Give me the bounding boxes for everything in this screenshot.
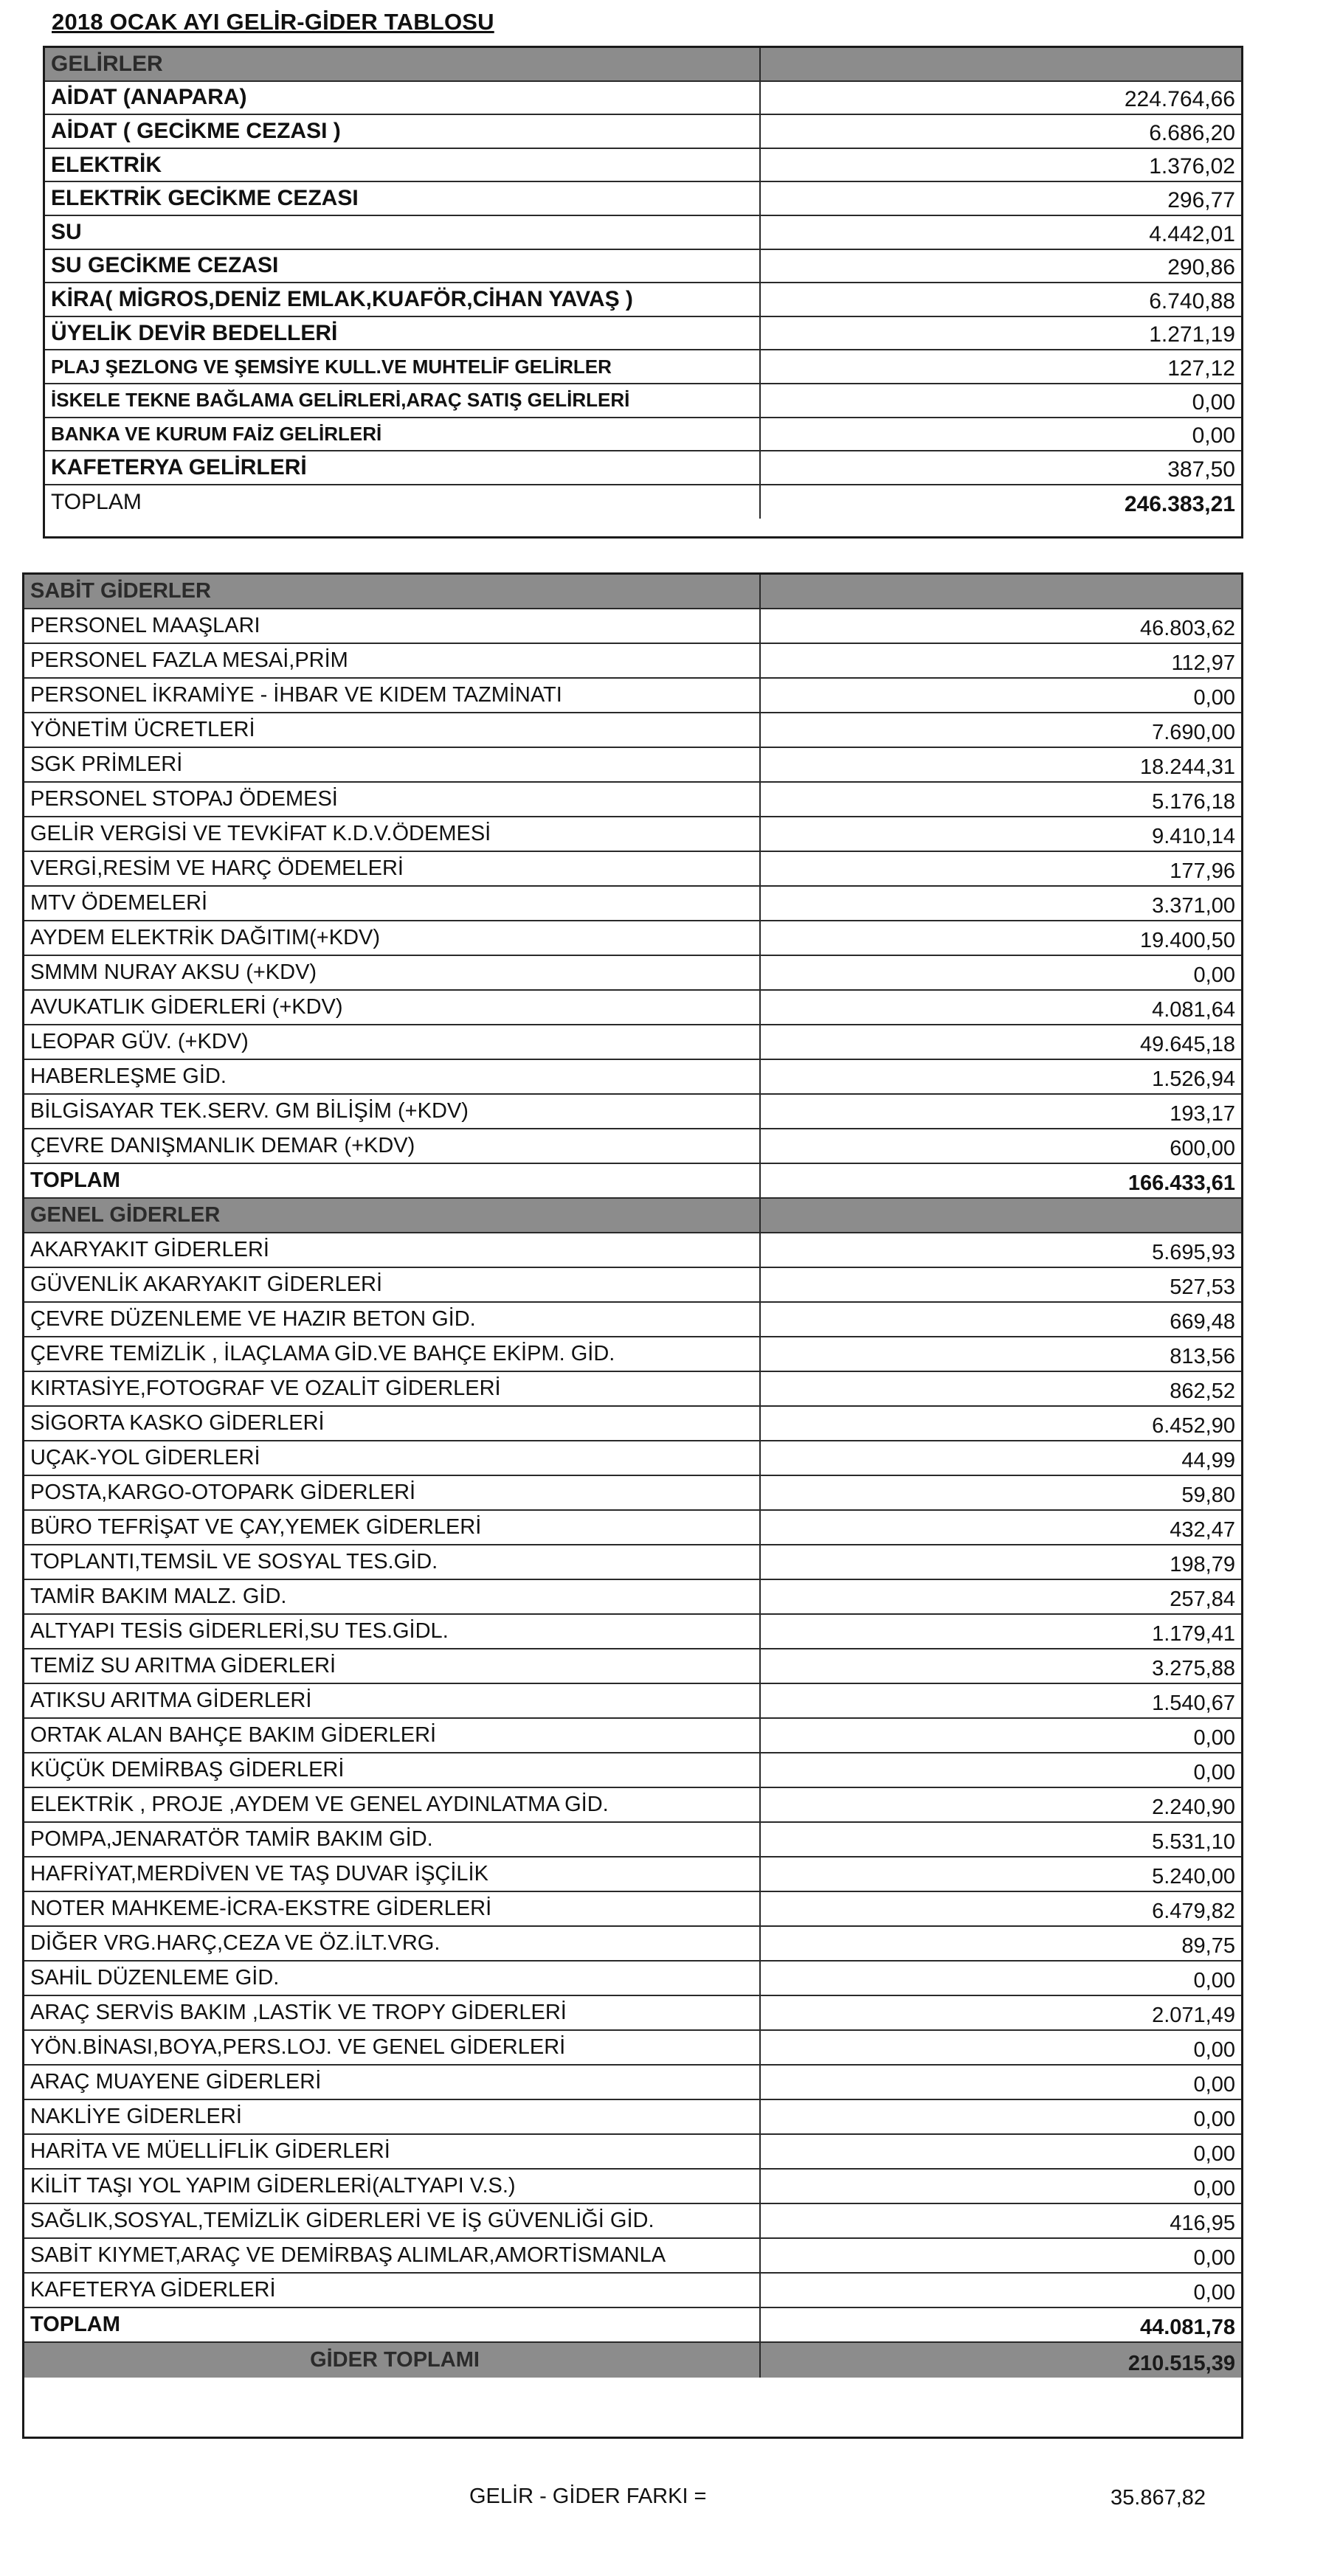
general-expense-item-row xyxy=(24,1337,1241,1372)
fixed-expense-total-value: 166.433,61 xyxy=(1127,1171,1235,1195)
fixed-expense-item-row xyxy=(24,1095,1241,1129)
general-expense-item-row xyxy=(24,1511,1241,1545)
fixed-expense-item-row xyxy=(24,609,1241,644)
general-expense-item-row xyxy=(24,1857,1241,1892)
general-expense-item-label: HARİTA VE MÜELLİFLİK GİDERLERİ xyxy=(24,2135,761,2168)
general-expense-item-label: ELEKTRİK , PROJE ,AYDEM VE GENEL AYDINLATMA GİD. xyxy=(24,1788,761,1821)
general-expense-header: GENEL GİDERLER xyxy=(24,1199,761,1232)
document-title: 2018 OCAK AYI GELİR-GİDER TABLOSU xyxy=(52,9,494,35)
fixed-expense-item-label: SGK PRİMLERİ xyxy=(24,748,761,781)
income-item-row xyxy=(45,384,1241,418)
general-expense-item-label: YÖN.BİNASI,BOYA,PERS.LOJ. VE GENEL GİDERLERİ xyxy=(24,2031,761,2064)
income-item-label: ELEKTRİK xyxy=(45,149,761,181)
income-total-label: TOPLAM xyxy=(45,485,761,519)
fixed-expense-item-value: 19.400,50 xyxy=(1139,929,1235,952)
income-item-value: 224.764,66 xyxy=(1124,87,1235,112)
income-header-value-cell xyxy=(761,48,1241,80)
income-item-row xyxy=(45,115,1241,149)
fixed-expense-item-row xyxy=(24,748,1241,783)
income-item-label: AİDAT (ANAPARA) xyxy=(45,82,761,114)
general-expense-item-value: 1.540,67 xyxy=(1152,1692,1235,1715)
general-expense-item-row xyxy=(24,2135,1241,2170)
income-total-value: 246.383,21 xyxy=(1124,492,1235,517)
general-expense-item-value: 1.179,41 xyxy=(1152,1622,1235,1646)
general-expense-item-label: TAMİR BAKIM MALZ. GİD. xyxy=(24,1580,761,1613)
fixed-expense-item-row xyxy=(24,887,1241,921)
general-expense-item-label: ÇEVRE TEMİZLİK , İLAÇLAMA GİD.VE BAHÇE EKİPM. GİD. xyxy=(24,1337,761,1371)
general-expense-item-row xyxy=(24,1580,1241,1615)
income-item-value: 6.686,20 xyxy=(1149,120,1235,145)
income-item-label: ELEKTRİK GECİKME CEZASI xyxy=(45,182,761,215)
general-expense-item-value: 257,84 xyxy=(1170,1588,1235,1611)
general-expense-item-value: 3.275,88 xyxy=(1152,1657,1235,1680)
income-item-row xyxy=(45,149,1241,183)
general-expense-item-label: KÜÇÜK DEMİRBAŞ GİDERLERİ xyxy=(24,1753,761,1787)
general-expense-item-row xyxy=(24,1545,1241,1580)
general-expense-item-value: 0,00 xyxy=(1193,2177,1235,2201)
fixed-expense-total-row xyxy=(24,1164,1241,1199)
general-expense-item-label: TEMİZ SU ARITMA GİDERLERİ xyxy=(24,1649,761,1683)
general-expense-total-value: 44.081,78 xyxy=(1139,2316,1235,2339)
general-expense-total-label: TOPLAM xyxy=(24,2308,761,2341)
general-expense-item-value: 813,56 xyxy=(1170,1345,1235,1368)
general-expense-item-label: GÜVENLİK AKARYAKIT GİDERLERİ xyxy=(24,1268,761,1301)
general-expense-item-row xyxy=(24,1268,1241,1303)
total-expense-row xyxy=(24,2343,1241,2378)
fixed-expense-item-value: 112,97 xyxy=(1171,651,1235,675)
fixed-expense-header-value-cell xyxy=(761,575,1241,608)
income-item-row xyxy=(45,283,1241,317)
fixed-expense-item-row xyxy=(24,1129,1241,1164)
general-expense-item-value: 6.452,90 xyxy=(1152,1414,1235,1438)
fixed-expense-item-value: 0,00 xyxy=(1193,963,1235,987)
fixed-expense-item-row xyxy=(24,644,1241,679)
income-total-row xyxy=(45,485,1241,519)
general-expense-item-value: 0,00 xyxy=(1193,1969,1235,1992)
general-expense-item-value: 0,00 xyxy=(1193,1726,1235,1750)
general-expense-item-label: ATIKSU ARITMA GİDERLERİ xyxy=(24,1684,761,1717)
fixed-expense-item-label: SMMM NURAY AKSU (+KDV) xyxy=(24,956,761,989)
general-expense-item-label: ARAÇ MUAYENE GİDERLERİ xyxy=(24,2066,761,2099)
general-expense-item-row xyxy=(24,1927,1241,1962)
general-expense-item-value: 0,00 xyxy=(1193,2108,1235,2131)
income-item-label: SU xyxy=(45,216,761,249)
general-expense-item-label: SAĞLIK,SOSYAL,TEMİZLİK GİDERLERİ VE İŞ GÜVENLİĞİ GİD. xyxy=(24,2204,761,2237)
income-item-label: KAFETERYA GELİRLERİ xyxy=(45,451,761,484)
income-item-label: PLAJ ŞEZLONG VE ŞEMSİYE KULL.VE MUHTELİF GELİRLER xyxy=(45,350,761,383)
income-item-value: 6.740,88 xyxy=(1149,288,1235,314)
fixed-expense-item-row xyxy=(24,713,1241,748)
general-expense-item-value: 2.240,90 xyxy=(1152,1796,1235,1819)
general-expense-item-label: ALTYAPI TESİS GİDERLERİ,SU TES.GİDL. xyxy=(24,1615,761,1648)
income-item-row xyxy=(45,216,1241,250)
general-expense-item-value: 862,52 xyxy=(1170,1379,1235,1403)
total-expense-label: GİDER TOPLAMI xyxy=(24,2343,761,2378)
general-expense-item-value: 0,00 xyxy=(1193,2246,1235,2270)
income-item-value: 1.376,02 xyxy=(1149,154,1235,179)
general-expense-item-row xyxy=(24,2031,1241,2066)
general-expense-item-value: 89,75 xyxy=(1181,1934,1235,1958)
fixed-expense-item-label: GELİR VERGİSİ VE TEVKİFAT K.D.V.ÖDEMESİ xyxy=(24,817,761,851)
income-expense-difference-label: GELİR - GİDER FARKI = xyxy=(469,2485,707,2508)
general-expense-item-label: SİGORTA KASKO GİDERLERİ xyxy=(24,1407,761,1440)
general-expense-item-row xyxy=(24,2239,1241,2274)
fixed-expense-item-value: 1.526,94 xyxy=(1152,1067,1235,1091)
general-expense-item-label: AKARYAKIT GİDERLERİ xyxy=(24,1233,761,1267)
general-expense-item-label: POMPA,JENARATÖR TAMİR BAKIM GİD. xyxy=(24,1823,761,1856)
general-expense-item-value: 2.071,49 xyxy=(1152,2004,1235,2027)
general-expense-item-row xyxy=(24,1407,1241,1441)
general-expense-item-row xyxy=(24,1892,1241,1927)
income-item-label: İSKELE TEKNE BAĞLAMA GELİRLERİ,ARAÇ SATIŞ GELİRLERİ xyxy=(45,384,761,417)
expense-table xyxy=(22,572,1243,2439)
fixed-expense-item-label: LEOPAR GÜV. (+KDV) xyxy=(24,1025,761,1059)
general-expense-item-label: NAKLİYE GİDERLERİ xyxy=(24,2100,761,2133)
fixed-expense-item-value: 177,96 xyxy=(1170,859,1235,883)
fixed-expense-item-row xyxy=(24,921,1241,956)
fixed-expense-item-value: 46.803,62 xyxy=(1139,617,1235,640)
income-item-label: AİDAT ( GECİKME CEZASI ) xyxy=(45,115,761,148)
general-expense-item-row xyxy=(24,2100,1241,2135)
fixed-expense-item-label: PERSONEL MAAŞLARI xyxy=(24,609,761,643)
income-item-label: ÜYELİK DEVİR BEDELLERİ xyxy=(45,317,761,350)
fixed-expense-item-label: PERSONEL STOPAJ ÖDEMESİ xyxy=(24,783,761,816)
general-expense-item-label: SAHİL DÜZENLEME GİD. xyxy=(24,1962,761,1995)
fixed-expense-item-label: PERSONEL FAZLA MESAİ,PRİM xyxy=(24,644,761,677)
income-item-value: 387,50 xyxy=(1167,457,1235,482)
fixed-expense-item-value: 18.244,31 xyxy=(1139,755,1235,779)
income-item-value: 296,77 xyxy=(1167,187,1235,212)
fixed-expense-item-value: 4.081,64 xyxy=(1152,998,1235,1022)
general-expense-item-row xyxy=(24,1372,1241,1407)
general-expense-item-label: SABİT KIYMET,ARAÇ VE DEMİRBAŞ ALIMLAR,AMORTİSMANLA xyxy=(24,2239,761,2272)
general-expense-item-value: 527,53 xyxy=(1170,1275,1235,1299)
general-expense-header-row xyxy=(24,1199,1241,1233)
income-item-value: 127,12 xyxy=(1167,356,1235,381)
general-expense-item-value: 416,95 xyxy=(1170,2212,1235,2235)
income-expense-difference-value: 35.867,82 xyxy=(1111,2486,1206,2510)
fixed-expense-item-label: BİLGİSAYAR TEK.SERV. GM BİLİŞİM (+KDV) xyxy=(24,1095,761,1128)
fixed-expense-item-label: ÇEVRE DANIŞMANLIK DEMAR (+KDV) xyxy=(24,1129,761,1163)
fixed-expense-item-row xyxy=(24,817,1241,852)
fixed-expense-item-row xyxy=(24,783,1241,817)
general-expense-item-row xyxy=(24,1996,1241,2031)
fixed-expense-item-row xyxy=(24,679,1241,713)
general-expense-item-row xyxy=(24,1649,1241,1684)
general-expense-item-row xyxy=(24,1441,1241,1476)
general-expense-item-value: 5.695,93 xyxy=(1152,1241,1235,1264)
fixed-expense-item-label: AVUKATLIK GİDERLERİ (+KDV) xyxy=(24,991,761,1024)
fixed-expense-item-value: 600,00 xyxy=(1170,1137,1235,1160)
general-expense-item-row xyxy=(24,1719,1241,1753)
general-expense-item-label: KIRTASİYE,FOTOGRAF VE OZALİT GİDERLERİ xyxy=(24,1372,761,1405)
general-expense-item-row xyxy=(24,1615,1241,1649)
general-expense-item-label: ÇEVRE DÜZENLEME VE HAZIR BETON GİD. xyxy=(24,1303,761,1336)
general-expense-item-value: 432,47 xyxy=(1170,1518,1235,1542)
general-expense-item-label: DİĞER VRG.HARÇ,CEZA VE ÖZ.İLT.VRG. xyxy=(24,1927,761,1960)
fixed-expense-item-label: PERSONEL İKRAMİYE - İHBAR VE KIDEM TAZMİNATI xyxy=(24,679,761,712)
general-expense-item-row xyxy=(24,2066,1241,2100)
income-item-value: 1.271,19 xyxy=(1149,322,1235,347)
income-table xyxy=(43,46,1243,539)
general-expense-item-row xyxy=(24,1684,1241,1719)
fixed-expense-item-value: 49.645,18 xyxy=(1139,1033,1235,1056)
fixed-expense-item-value: 3.371,00 xyxy=(1152,894,1235,918)
fixed-expense-item-value: 193,17 xyxy=(1170,1102,1235,1126)
general-expense-item-row xyxy=(24,1233,1241,1268)
fixed-expense-item-value: 7.690,00 xyxy=(1152,721,1235,744)
general-expense-header-value-cell xyxy=(761,1199,1241,1232)
general-expense-item-value: 59,80 xyxy=(1181,1483,1235,1507)
income-item-row xyxy=(45,350,1241,384)
fixed-expense-total-label: TOPLAM xyxy=(24,1164,761,1197)
general-expense-item-label: KİLİT TAŞI YOL YAPIM GİDERLERİ(ALTYAPI V.S.) xyxy=(24,2170,761,2203)
fixed-expense-item-label: YÖNETİM ÜCRETLERİ xyxy=(24,713,761,747)
general-expense-item-label: KAFETERYA GİDERLERİ xyxy=(24,2274,761,2307)
fixed-expense-item-row xyxy=(24,1060,1241,1095)
fixed-expense-item-row xyxy=(24,852,1241,887)
fixed-expense-item-value: 0,00 xyxy=(1193,686,1235,710)
general-expense-item-row xyxy=(24,1788,1241,1823)
general-expense-item-row xyxy=(24,2204,1241,2239)
general-expense-item-label: UÇAK-YOL GİDERLERİ xyxy=(24,1441,761,1475)
income-item-label: KİRA( MİGROS,DENİZ EMLAK,KUAFÖR,CİHAN YAVAŞ ) xyxy=(45,283,761,316)
income-item-value: 0,00 xyxy=(1192,423,1235,449)
fixed-expense-header: SABİT GİDERLER xyxy=(24,575,761,608)
fixed-expense-item-label: MTV ÖDEMELERİ xyxy=(24,887,761,920)
income-item-row xyxy=(45,418,1241,452)
general-expense-item-label: POSTA,KARGO-OTOPARK GİDERLERİ xyxy=(24,1476,761,1509)
general-expense-item-label: HAFRİYAT,MERDİVEN VE TAŞ DUVAR İŞÇİLİK xyxy=(24,1857,761,1891)
income-header-row xyxy=(45,48,1241,82)
income-item-value: 4.442,01 xyxy=(1149,221,1235,246)
general-expense-item-value: 6.479,82 xyxy=(1152,1900,1235,1923)
general-expense-item-value: 5.240,00 xyxy=(1152,1865,1235,1888)
general-expense-item-label: ORTAK ALAN BAHÇE BAKIM GİDERLERİ xyxy=(24,1719,761,1752)
general-expense-total-row xyxy=(24,2308,1241,2343)
general-expense-item-row xyxy=(24,1962,1241,1996)
general-expense-item-value: 5.531,10 xyxy=(1152,1830,1235,1854)
income-item-value: 290,86 xyxy=(1167,255,1235,280)
income-item-row xyxy=(45,317,1241,351)
general-expense-item-value: 44,99 xyxy=(1181,1449,1235,1472)
general-expense-item-label: ARAÇ SERVİS BAKIM ,LASTİK VE TROPY GİDERLERİ xyxy=(24,1996,761,2029)
fixed-expense-item-label: AYDEM ELEKTRİK DAĞITIM(+KDV) xyxy=(24,921,761,955)
general-expense-item-value: 0,00 xyxy=(1193,2281,1235,2305)
income-item-value: 0,00 xyxy=(1192,389,1235,415)
general-expense-item-row xyxy=(24,1303,1241,1337)
income-item-row xyxy=(45,451,1241,485)
fixed-expense-item-label: HABERLEŞME GİD. xyxy=(24,1060,761,1093)
general-expense-item-row xyxy=(24,2170,1241,2204)
general-expense-item-row xyxy=(24,1476,1241,1511)
general-expense-item-value: 198,79 xyxy=(1170,1553,1235,1576)
general-expense-item-row xyxy=(24,2274,1241,2308)
general-expense-item-value: 669,48 xyxy=(1170,1310,1235,1334)
general-expense-item-row xyxy=(24,1823,1241,1857)
general-expense-item-value: 0,00 xyxy=(1193,2073,1235,2097)
income-item-row xyxy=(45,82,1241,116)
fixed-expense-header-row xyxy=(24,575,1241,609)
general-expense-item-label: NOTER MAHKEME-İCRA-EKSTRE GİDERLERİ xyxy=(24,1892,761,1925)
income-item-label: BANKA VE KURUM FAİZ GELİRLERİ xyxy=(45,418,761,451)
total-expense-value: 210.515,39 xyxy=(1127,2352,1235,2375)
fixed-expense-item-row xyxy=(24,1025,1241,1060)
income-header: GELİRLER xyxy=(45,48,761,80)
general-expense-item-value: 0,00 xyxy=(1193,2142,1235,2166)
fixed-expense-item-value: 5.176,18 xyxy=(1152,790,1235,814)
general-expense-item-value: 0,00 xyxy=(1193,1761,1235,1784)
fixed-expense-item-row xyxy=(24,991,1241,1025)
general-expense-item-value: 0,00 xyxy=(1193,2038,1235,2062)
fixed-expense-item-row xyxy=(24,956,1241,991)
general-expense-item-label: BÜRO TEFRİŞAT VE ÇAY,YEMEK GİDERLERİ xyxy=(24,1511,761,1544)
fixed-expense-item-value: 9.410,14 xyxy=(1152,825,1235,848)
general-expense-item-label: TOPLANTI,TEMSİL VE SOSYAL TES.GİD. xyxy=(24,1545,761,1579)
income-item-row xyxy=(45,250,1241,284)
general-expense-item-row xyxy=(24,1753,1241,1788)
fixed-expense-item-label: VERGİ,RESİM VE HARÇ ÖDEMELERİ xyxy=(24,852,761,885)
income-item-row xyxy=(45,182,1241,216)
income-item-label: SU GECİKME CEZASI xyxy=(45,250,761,283)
